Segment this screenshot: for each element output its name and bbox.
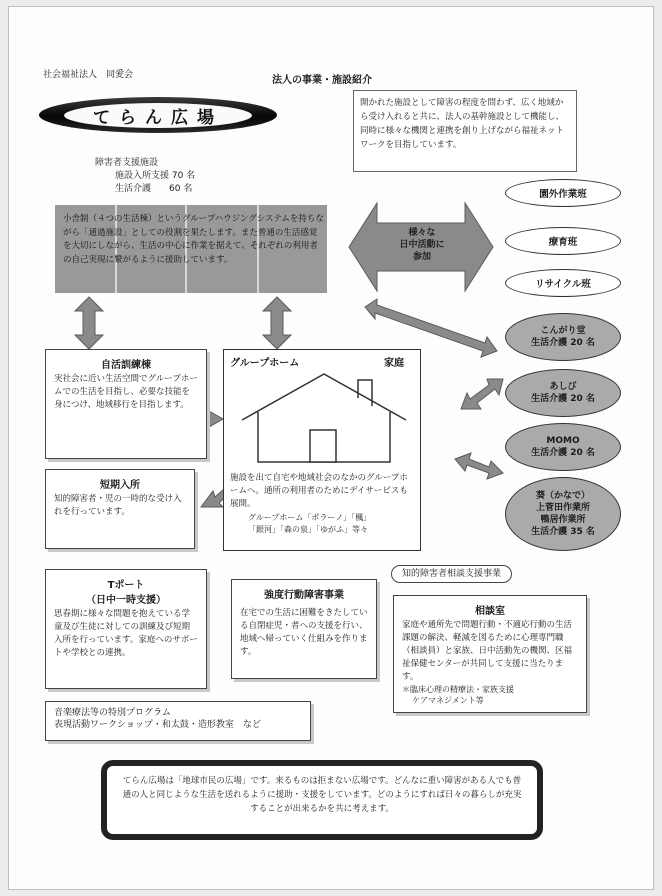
community-label-line3: 参加 — [412, 252, 431, 262]
page-title: 法人の事業・施設紹介 — [272, 75, 372, 86]
community-arrow-label — [399, 227, 445, 263]
team-recycle: リサイクル班 — [505, 269, 621, 297]
group-ashibi — [505, 369, 621, 417]
community-label-line2: 日中活動に — [399, 240, 445, 250]
facility-type: 障害者支援施設 — [95, 158, 159, 168]
intensive-body: 在宅での生活に困難をきたしている自閉症児・者への支援を行い、地域へ帰っていく仕組みを作ります。 — [240, 608, 368, 657]
training-title: 自活訓練棟 — [101, 360, 151, 371]
diagonal-arrow-icon — [455, 453, 503, 479]
facility-daycare: 生活介護 60 名 — [115, 184, 193, 194]
intro-box: 開かれた施設として障害の程度を問わず、広く地域から受け入れると共に、法人の基幹施設として機能し、同時に様々な機関と連携を創り上げながら福祉ネットワークを目指しています。 — [353, 90, 577, 172]
diagonal-arrow-icon — [461, 379, 503, 409]
group-momo — [505, 423, 621, 471]
group-detail: 生活介護 20 名 — [531, 394, 595, 404]
tport-body: 思春期に様々な問題を抱えている学童及び生徒に対しての訓練及び短期入所を行っています。家庭へのサポートや学校との連携。 — [54, 609, 198, 658]
group-detail: 生活介護 20 名 — [531, 338, 595, 348]
vertical-arrow-icon — [75, 297, 103, 349]
consultation-box — [393, 595, 587, 713]
group-name: こんがり堂 — [540, 326, 586, 336]
group-location: 鴨居作業所 — [540, 515, 586, 525]
house-icon — [238, 368, 410, 464]
consultation-body: 家庭や通所先で問題行動・不適応行動の生活課題の解決、軽減を図るために心理専門職（相談員）と家族、日中活動先の機関、区福祉保健センターが共同して支援に当たります。 — [402, 620, 573, 682]
group-kanade — [505, 477, 621, 551]
intensive-box — [231, 579, 377, 679]
group-name: MOMO — [546, 436, 580, 446]
community-label-line1: 様々な — [408, 228, 436, 238]
team-outside-work: 園外作業班 — [505, 179, 621, 207]
group-name: 葵（かなで） — [535, 491, 590, 501]
facility-residential: 施設入所支援 70 名 — [115, 171, 196, 181]
logo-text: てらん広場 — [64, 103, 252, 128]
consultation-title: 相談室 — [475, 606, 505, 617]
intensive-title: 強度行動障害事業 — [264, 590, 344, 601]
consultation-label: 知的障害者相談支援事業 — [391, 565, 512, 583]
mission-statement: てらん広場は「地球市民の広場」です。来るものは拒まない広場です。どんなに重い障害がある人でも普通の人と同じような生活を送れるように援助・支援をしています。どのようにすれば日々の暮らしが充実することが出来るかを共に考えます。 — [101, 760, 543, 840]
short-stay-title: 短期入所 — [100, 480, 140, 491]
tport-subtitle: （日中一時支援） — [86, 595, 166, 606]
short-stay-box — [45, 469, 195, 549]
group-home-body: 施設を出て自宅や地域社会のなかのグループホームへ。通所の利用者のためにデイサービスも展開。 — [230, 473, 408, 509]
short-stay-body: 知的障害者・児の一時的な受け入れを行っています。 — [54, 494, 182, 517]
group-detail: 生活介護 35 名 — [531, 527, 595, 537]
consultation-note: ケアマネジメント等 — [412, 696, 484, 705]
music-line2: 表現活動ワークショップ・和太鼓・造形教室 など — [54, 720, 261, 730]
group-detail: 生活介護 20 名 — [531, 448, 595, 458]
tport-title: Tポート — [107, 580, 145, 591]
organization-name: 社会福祉法人 同愛会 — [43, 70, 134, 80]
training-body: 実社会に近い生活空間でグループホームでの生活を目指し、必要な技能を身につけ、地域移行を目指します。 — [54, 374, 198, 410]
home-label: 家庭 — [384, 358, 404, 369]
group-home-names: グループホーム「ポラーノ」「楓」 — [248, 513, 372, 522]
group-location: 上菅田作業所 — [535, 503, 590, 513]
group-home-box — [223, 349, 421, 551]
group-home-title: グループホーム — [230, 358, 300, 369]
document-page — [8, 6, 654, 890]
music-line1: 音楽療法等の特別プログラム — [54, 708, 171, 718]
horizontal-arrow-icon — [209, 411, 223, 427]
group-kongaridou — [505, 313, 621, 361]
training-box — [45, 349, 207, 459]
group-home-names: 「銀河」「森の泉」「ゆがふ」等々 — [248, 525, 368, 534]
team-therapy: 療育班 — [505, 227, 621, 255]
tport-box — [45, 569, 207, 689]
vertical-arrow-icon — [263, 297, 291, 349]
housing-text: 小舎制（４つの生活棟）というグループハウジングシステムを持ちながら「通過施設」としての役割を果たします。また普通の生活感覚を大切にしながら、生活の中心に作業を据えて、それぞれの利用者の自己実現に繋がるように援助しています。 — [63, 214, 324, 265]
music-box — [45, 701, 311, 741]
group-name: あしび — [549, 382, 577, 392]
consultation-note: ＊臨床心理の精療法・家族支援 — [402, 685, 514, 694]
